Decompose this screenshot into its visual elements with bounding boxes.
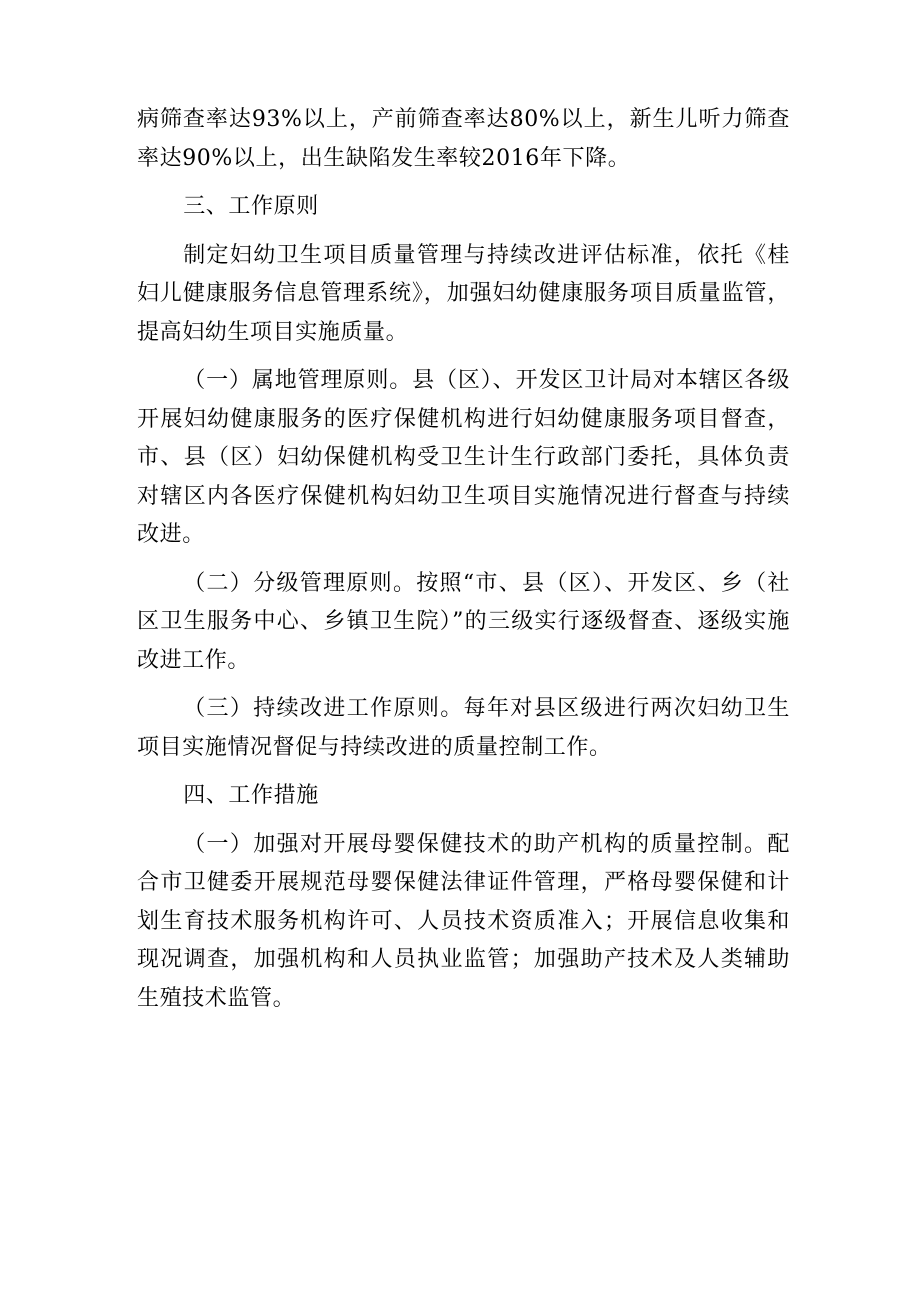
- paragraph-midwifery-quality-control: （一）加强对开展母婴保健技术的助产机构的质量控制。配合市卫健委开展规范母婴保健法律证件管理，严格母婴保健和计划生育技术服务机构许可、人员技术资质准入；开展信息收集和现况调查，加强机构和人员执业监管；加强助产技术及人类辅助生殖技术监管。: [137, 831, 790, 1011]
- paragraph-territorial-management: （一）属地管理原则。县（区）、开发区卫计局对本辖区各级开展妇幼健康服务的医疗保健机构进行妇幼健康服务项目督查，市、县（区）妇幼保健机构受卫生计生行政部门委托，具体负责对辖区内各医疗保健机构妇幼卫生项目实施情况进行督查与持续改进。: [137, 368, 790, 547]
- section-heading-work-measures: 四、工作措施: [183, 783, 319, 808]
- document-body: [137, 101, 790, 1028]
- section-heading-work-principles: 三、工作原则: [183, 194, 319, 219]
- paragraph-quality-standards: 制定妇幼卫生项目质量管理与持续改进评估标准，依托《桂妇儿健康服务信息管理系统》，加强妇幼健康服务项目质量监管，提高妇幼生项目实施质量。: [137, 242, 790, 345]
- paragraph-screening-rates: 病筛查率达93%以上，产前筛查率达80%以上，新生儿听力筛查率达90%以上，出生缺陷发生率较2016年下降。: [137, 107, 790, 171]
- paragraph-tiered-management: （二）分级管理原则。按照“市、县（区）、开发区、乡（社区卫生服务中心、乡镇卫生院）”的三级实行逐级督查、逐级实施改进工作。: [137, 570, 790, 673]
- paragraph-continuous-improvement: （三）持续改进工作原则。每年对县区级进行两次妇幼卫生项目实施情况督促与持续改进的质量控制工作。: [137, 696, 790, 760]
